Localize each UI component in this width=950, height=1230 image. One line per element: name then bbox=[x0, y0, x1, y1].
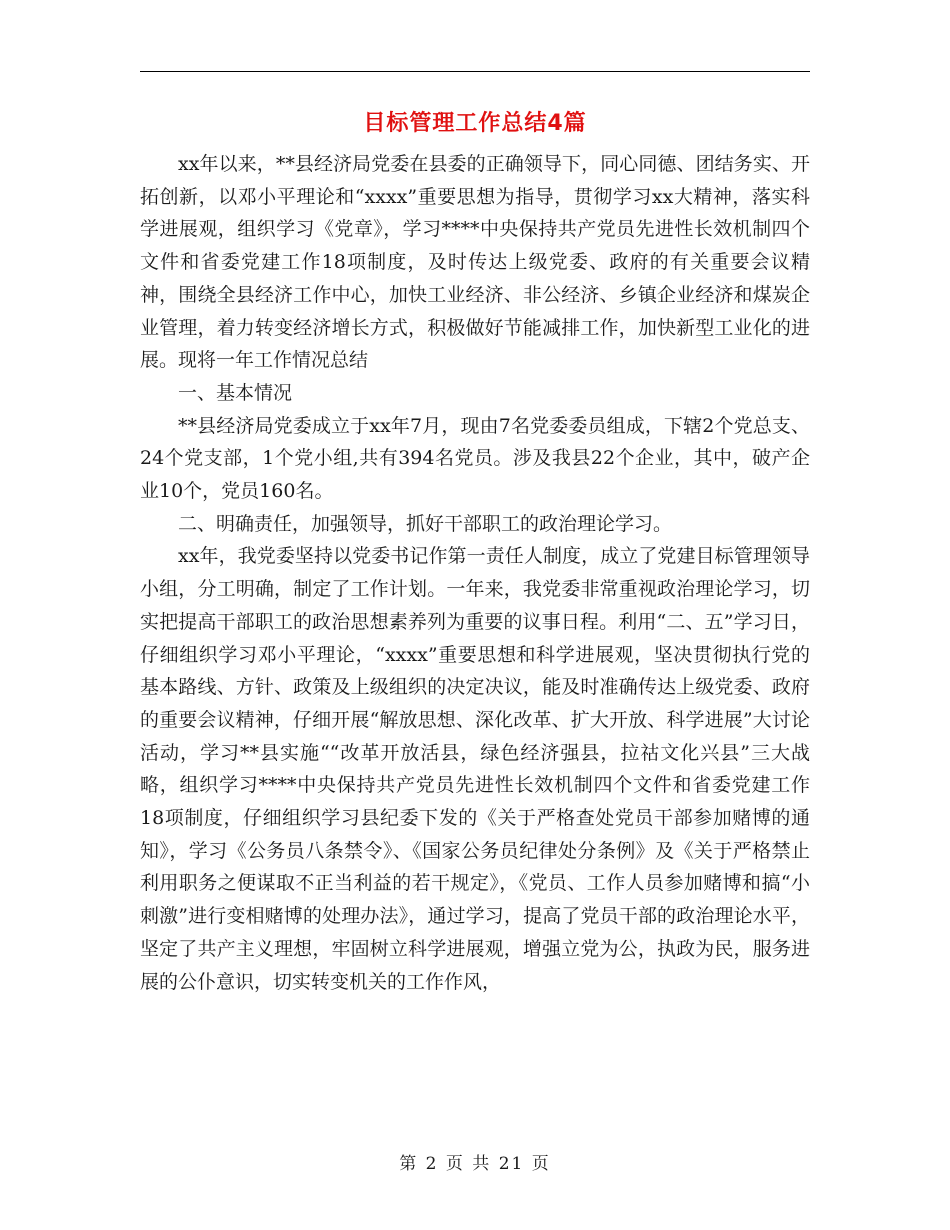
header-rule bbox=[140, 71, 810, 72]
document-body bbox=[140, 148, 810, 998]
page-number-footer: 第 2 页 共 21 页 bbox=[399, 1154, 551, 1174]
section-heading-basic-situation: 一、基本情况 bbox=[178, 381, 293, 404]
document-title: 目标管理工作总结4篇 bbox=[363, 111, 587, 136]
paragraph-responsibility: xx年，我党委坚持以党委书记作第一责任人制度，成立了党建目标管理领导小组，分工明确，制定了工作计划。一年来，我党委非常重视政治理论学习，切实把提高干部职工的政治思想素养列为重要的议事日程。利用“二、五”学习日，仔细组织学习邓小平理论，“xxxx”重要思想和科学进展观，坚决贯彻执行党的基本路线、方针、政策及上级组织的决定决议，能及时准确传达上级党委、政府的重要会议精神，仔细开展“解放思想、深化改革、扩大开放、科学进展”大讨论活动，学习**县实施““改革开放活县，绿色经济强县，拉祜文化兴县”三大战略，组织学习****中央保持共产党员先进性长效机制四个文件和省委党建工作18项制度，仔细组织学习县纪委下发的《关于严格查处党员干部参加赌博的通知》，学习《公务员八条禁令》、《国家公务员纪律处分条例》及《关于严格禁止利用职务之便谋取不正当利益的若干规定》，《党员、工作人员参加赌博和搞“小刺激”进行变相赌博的处理办法》，通过学习，提高了党员干部的政治理论水平，坚定了共产主义理想，牢固树立科学进展观，增强立党为公，执政为民，服务进展的公仆意识，切实转变机关的工作作风， bbox=[140, 545, 810, 993]
paragraph-basic-situation: **县经济局党委成立于xx年7月，现由7名党委委员组成，下辖2个党总支、24个党支部，1个党小组,共有394名党员。涉及我县22个企业，其中，破产企业10个，党员160名。 bbox=[140, 414, 810, 503]
section-heading-responsibility: 二、明确责任，加强领导，抓好干部职工的政治理论学习。 bbox=[178, 512, 673, 535]
paragraph-intro: xx年以来，**县经济局党委在县委的正确领导下，同心同德、团结务实、开拓创新，以邓小平理论和“xxxx”重要思想为指导，贯彻学习xx大精神，落实科学进展观，组织学习《党章》，学习****中央保持共产党员先进性长效机制四个文件和省委党建工作18项制度，及时传达上级党委、政府的有关重要会议精神，围绕全县经济工作中心，加快工业经济、非公经济、乡镇企业经济和煤炭企业管理，着力转变经济增长方式，积极做好节能减排工作，加快新型工业化的进展。现将一年工作情况总结 bbox=[140, 153, 810, 372]
